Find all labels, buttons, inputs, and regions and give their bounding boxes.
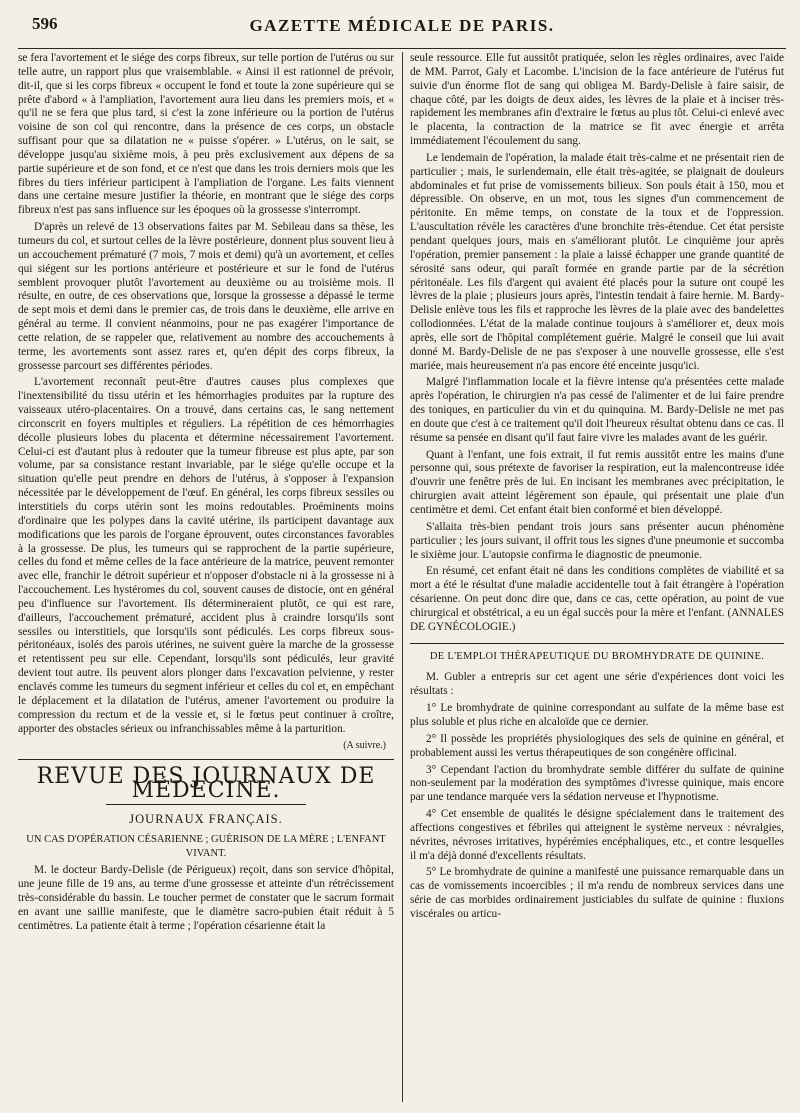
article-paragraph: L'avortement reconnaît peut-être d'autres causes plus complexes que l'inextensibilité du tissu utérin et les hémorrhagies produites par la rupture des vaisseaux utéro-placentaires. On a trouvé, dans certains cas, le sang nettement circonscrit en foyers multiples et réguliers. La répétition de ces hémorrhagies décolle plusieurs lobes du placenta et détermine nécessairement l'avortement. Celui-ci est d'autant plus à redouter que la tumeur fibreuse est plus apte, par son volume, par sa consistance restant invariable, par le siége qu'elle occupe et la situation qu'elle peut prendre en dehors de l'utérus, à s'opposer à l'expansion nécessitée par le développement de l'œuf. En général, les corps fibreux sessiles ou interstitiels du corps utérin sont les moins redoutables. Proéminents moins d'ordinaire que les polypes dans la cavité utérine, ils participent davantage aux modifications que les parois de l'organe éprouvent, outes circonstances favorables à la grossesse. De plus, les tumeurs qui se rapprochent de la partie supérieure, celles du fond et même celles de la face antérieure de la matrice, peuvent remonter avec elle, franchir le détroit supérieur et n'opposer d'obstacle ni à la grossesse ni à l'accouchement. Les hystéromes du col, souvent causes de distocie, ont en général peu d'influence sur l'avortement. Ils détermineraient plutôt, ce qui est rare, d'ailleurs, l'accouchement prématuré, accident plus à craindre lorsqu'ils sont sessiles ou interstitiels, que lorsqu'ils sont pédiculés. Les corps fibreux sous-péritonéaux, isolés des parois utérines, ne suivent guère la marche de la grossesse et retentissent peu sur elle. Cependant, lorsqu'ils sont pédiculés, leur gravité devient tout autre. Ils peuvent alors plonger dans l'excavation pelvienne, y rester enclavés comme les tumeurs du segment inférieur et celles du col et, en empêchant le déplacement et la dilatation de l'utérus, amener l'avortement ou produire la compression du rectum et de la vessie et, si le fœtus peut continuer à croître, apporter des obstacles sérieux ou infranchissables même à la parturition. <box>18 376 394 735</box>
article-paragraph: En résumé, cet enfant était né dans les conditions complètes de viabilité et sa mort a été le résultat d'une maladie accidentelle tout à fait étrangère à l'opération césarienne. On peut donc dire que, dans ce cas, cette opération, au point de vue chirurgical et obstétrical, a eu un égal succès pour la mère et l'enfant. (ANNALES DE GYNÉCOLOGIE.) <box>410 565 784 633</box>
right-column <box>410 52 784 1104</box>
journal-title: GAZETTE MÉDICALE DE PARIS. <box>249 16 555 35</box>
page-number: 596 <box>32 14 58 33</box>
article-paragraph: 5° Le bromhydrate de quinine a manifesté une puissance remarquable dans un cas de vomissements incoercibles ; il m'a rendu de nombreux services dans une série de cas morbides ordinairement justiciables du sulfate de quinine : fluxions viscérales ou articu- <box>410 866 784 920</box>
article-paragraph: Quant à l'enfant, une fois extrait, il fut remis aussitôt entre les mains d'une personne qui, sous prétexte de favoriser la respiration, eut la malencontreuse idée d'ouvrir une fenêtre près de lui. En incisant les membranes avec précipitation, le chirurgien avait atteint légèrement son épaule, qui présentait une plaie d'un centimètre et demi. Cet enfant était bien conformé et bien développé. <box>410 448 784 516</box>
revue-subtitle: JOURNAUX FRANÇAIS. <box>129 811 283 826</box>
article-paragraph: 1° Le bromhydrate de quinine correspondant au sulfate de la même base est plus soluble et plus riche en alcaloïde que ce dernier. <box>410 702 784 728</box>
section-divider <box>18 759 394 760</box>
left-column <box>18 52 394 1104</box>
article-paragraph: Le lendemain de l'opération, la malade était très-calme et ne présentait rien de particulier ; mais, le surlendemain, elle était très-agitée, se plaignait de douleurs abdominales et fut prise de vomissements bilieux. Son pouls était à 150, mou et dépressible. On observe, en un mot, tous les signes d'un commencement de péritonite. En même temps, on constate de la toux et de l'oppression. L'auscultation révèle les caractères d'une bronchite très-étendue. Cet état persiste pendant quelques jours, mais en s'améliorant plutôt. Le cinquième jour après l'opération, premier pansement : la plaie a laissé échapper une grande quantité de sérosité sans odeur, qui paraît formée en grande partie par de la sécrétion péritonéale. Les fils d'argent qui avaient été placés pour la suture ont coupé les lèvres de la plaie ; plusieurs jours après, l'intestin tendait à faire hernie. M. Bardy-Delisle enlève tous les fils et rapproche les lèvres de la plaie avec des bandelettes collodionnées. L'état de la malade continue toujours à s'améliorer et, deux mois après, elle sort de l'hôpital complétement guérie. Malgré le conseil que lui avait donné M. Bardy-Delisle de ne pas s'exposer à une nouvelle grossesse, elle s'est mariée, mais heureusement n'a pas encore été enceinte jusqu'ici. <box>410 151 784 372</box>
article-paragraph: se fera l'avortement et le siége des corps fibreux, sur telle portion de l'utérus ou sur telle autre, un rapport plus que vraisemblable. « Ainsi il est rationnel de prévoir, dit-il, que si les corps fibreux « occupent le fond et toute la zone supérieure qui se prête d'abord « à l'ampliation, l'avortement aura lieu dans les premiers mois, et « qu'il ne se fera que plus tard, si c'est la zone inférieure ou la portion de l'utérus voisine de son col qui rencontre, dans la présence de ces corps, un obstacle suffisant pour que sa dilatation ne « puisse s'opérer. » L'utérus, on le sait, se développe jusqu'au sixième mois, à peu près exclusivement aux dépens de sa partie supérieure et de son fond, et ce n'est que dans les trois derniers mois que les fibres du tiers inférieur participent à l'ampliation de l'organe. Les faits viennent dans une certaine mesure justifier la théorie, en montrant que le siége des corps fibreux n'est pas sans influence sur les époques où la grossesse s'interrompt. <box>18 52 394 217</box>
case-title: UN CAS D'OPÉRATION CÉSARIENNE ; GUÉRISON DE LA MÈRE ; L'ENFANT VIVANT. <box>26 833 386 859</box>
continuation-note: (A suivre.) <box>343 740 386 752</box>
article-paragraph: seule ressource. Elle fut aussitôt pratiquée, selon les règles ordinaires, avec l'aide de MM. Parrot, Galy et Lacombe. L'incision de la face antérieure de l'utérus fut suivie d'un énorme flot de sang qui obligea M. Bardy-Delisle à faire saisir, de chaque côté, par les doigts de deux aides, les lèvres de la plaie et à inciser très-rapidement les membranes afin d'extraire le fœtus au plus tôt. Celui-ci enlevé avec le placenta, la contraction de la matrice se fit avec énergie et arrêta immédiatement l'écoulement du sang. <box>410 52 784 148</box>
page-header <box>18 8 786 49</box>
article-paragraph: Malgré l'inflammation locale et la fièvre intense qu'a présentées cette malade après l'opération, le chirurgien n'a pas cessé de l'alimenter et de lui faire prendre des toniques, en particulier du vin et du quinquina. M. Bardy-Delisle ne met pas en doute que c'est à ce traitement qu'il doit l'heureux résultat obtenu dans ce cas. Il résume sa pensée en disant qu'il faut faire vivre les malades avant de les guérir. <box>410 376 784 444</box>
short-divider <box>106 804 306 805</box>
article-paragraph: D'après un relevé de 13 observations faites par M. Sebileau dans sa thèse, les tumeurs du col, et surtout celles de la lèvre postérieure, donnent plus souvent lieu à un accouchement prématuré (7 mois, 7 mois et demi) qu'à un avortement, et celles qui siégent sur les portions antérieure et postérieure et sur le fond de l'utérus semblent provoquer plutôt l'avortement au deuxième ou au troisième mois. Il résulte, en outre, de ces observations que, lorsque la grossesse a dépassé le terme de sept mois et demi dans le premier cas, de trois dans le deuxième, elle arrive en général au terme. Il convient néanmoins, pour ne pas exagérer l'importance de cette relation, de se rappeler que, relativement au nombre des accouchements à terme, les avortements sont assez rares et, qu'en dépit des corps fibreux, la grossesse parcourt ses différentes périodes. <box>18 221 394 372</box>
revue-title: REVUE DES JOURNAUX DE MÉDECINE. <box>36 764 376 804</box>
article-paragraph: 3° Cependant l'action du bromhydrate semble différer du sulfate de quinine non-seulement par la modération des symptômes d'ivresse quinique, mais encore par une tendance marquée vers la sédation nerveuse et l'hypnotisme. <box>410 763 784 804</box>
column-divider <box>402 52 403 1102</box>
article-paragraph: 4° Cet ensemble de qualités le désigne spécialement dans le traitement des affections congestives et fébriles qui atteignent le système nerveux : névralgies, névrites, névroses irritatives, hypérémies encéphaliques, etc., et contre lesquelles il m'a déjà donné d'excellents résultats. <box>410 808 784 862</box>
article-paragraph: 2° Il possède les propriétés physiologiques des sels de quinine en général, et probablement aussi les vertus thérapeutiques de son congénère officinal. <box>410 732 784 759</box>
article-paragraph: S'allaita très-bien pendant trois jours sans présenter aucun phénomène particulier ; les jours suivant, il offrit tous les signes d'une pneumonie et succomba le sixième jour. L'autopsie confirma le diagnostic de pneumonie. <box>410 520 784 561</box>
article-paragraph: M. Gubler a entrepris sur cet agent une série d'expériences dont voici les résultats : <box>410 671 784 698</box>
section-divider <box>410 643 784 644</box>
section-title: DE L'EMPLOI THÉRAPEUTIQUE DU BROMHYDRATE DE QUININE. <box>429 650 765 662</box>
article-paragraph: M. le docteur Bardy-Delisle (de Périgueux) reçoit, dans son service d'hôpital, une jeune fille de 19 ans, au terme d'une grossesse et atteinte d'un rétrécissement très-considérable du bassin. Le toucher permet de constater que le sacrum formait en avant une saillie manifeste, que le diamètre sacro-pubien était réduit à 5 centimètres. La patiente était à terme ; l'opération césarienne était la <box>18 864 394 932</box>
